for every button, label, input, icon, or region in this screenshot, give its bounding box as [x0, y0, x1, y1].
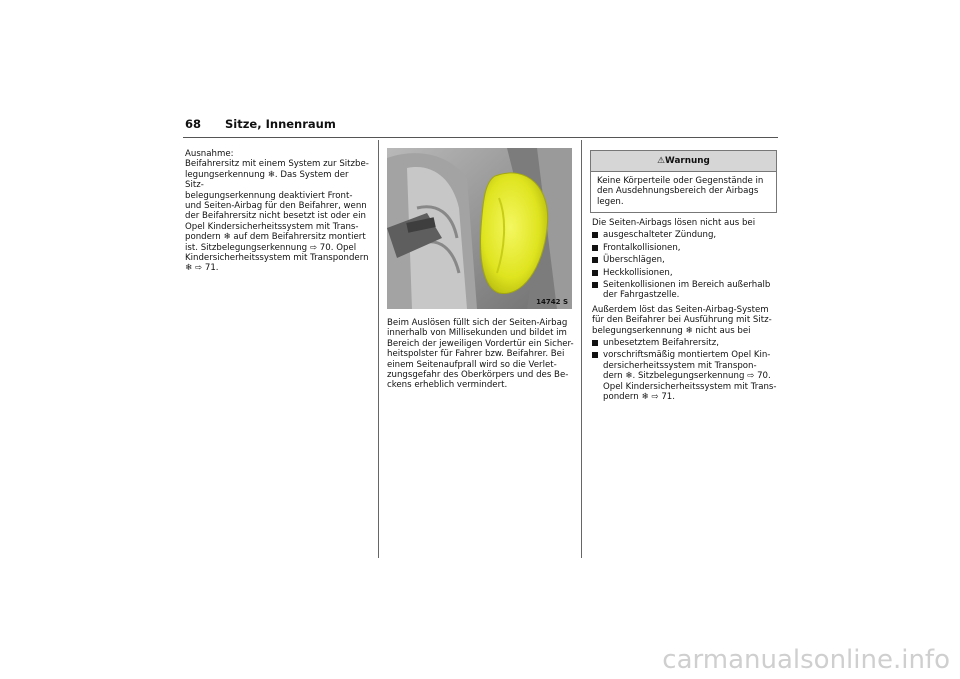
page-header	[185, 117, 336, 131]
list-item	[592, 350, 780, 402]
text-line: für den Beifahrer bei Ausführung mit Sitz-	[592, 315, 772, 326]
text-line: ausgeschalteter Zündung,	[603, 230, 717, 241]
image-reference-label: 14742 S	[536, 298, 568, 306]
text-line: legungserkennung ❄. Das System der Sitz-	[185, 169, 349, 191]
text-line: heitspolster für Fahrer bzw. Beifahrer. Bei	[387, 349, 565, 360]
text-line: Außerdem löst das Seiten-Airbag-System	[592, 304, 769, 315]
text-line: vorschriftsmäßig montiertem Opel Kin-	[603, 350, 771, 361]
text-line: zungsgefahr des Oberkörpers und des Be-	[387, 370, 569, 381]
text-line: legen.	[597, 196, 624, 207]
column-divider-1	[378, 140, 379, 558]
list-item	[592, 268, 780, 278]
watermark: carmanualsonline.info	[662, 645, 950, 675]
text-line: der Fahrgastzelle.	[603, 290, 680, 301]
list-item	[592, 255, 780, 265]
text-line: Ausnahme:	[185, 149, 234, 159]
text-line: Keine Körperteile oder Gegenstände in	[597, 176, 764, 186]
list-item	[592, 280, 780, 301]
text-line: innerhalb von Millisekunden und bildet im	[387, 328, 567, 339]
list-item	[592, 338, 780, 348]
page-number: 68	[185, 117, 202, 131]
text-line: pondern ❄ auf dem Beifahrersitz montiert	[185, 232, 366, 243]
text-line: Opel Kindersicherheitssystem mit Trans-	[603, 381, 777, 392]
text-line: einem Seitenaufprall wird so die Verlet-	[387, 359, 557, 370]
text-line: belegungserkennung deaktiviert Front-	[185, 190, 353, 201]
text-line: belegungserkennung ❄ nicht aus bei	[592, 325, 751, 336]
middle-column	[387, 318, 575, 391]
text-line: Beifahrersitz mit einem System zur Sitzbe-	[185, 159, 369, 170]
warning-box	[590, 150, 777, 213]
text-line: Opel Kindersicherheitssystem mit Trans-	[185, 221, 359, 232]
right-column	[592, 218, 780, 403]
text-line: der Beifahrersitz nicht besetzt ist oder ein	[185, 211, 366, 222]
text-line: pondern ❄ ⇨ 71.	[603, 392, 675, 403]
text-line: ❄ ⇨ 71.	[185, 263, 219, 274]
warning-body	[591, 172, 776, 212]
text-line: Überschlägen,	[603, 255, 665, 266]
side-airbag-photo	[387, 148, 572, 309]
text-line: Beim Auslösen füllt sich der Seiten-Airbag	[387, 318, 568, 328]
text-line: ist. Sitzbelegungserkennung ⇨ 70. Opel	[185, 242, 357, 253]
text-line: und Seiten-Airbag für den Beifahrer, wenn	[185, 201, 367, 212]
left-column	[185, 149, 370, 274]
list-item	[592, 243, 780, 253]
text-line: Bereich der jeweiligen Vordertür ein Sicher-	[387, 338, 574, 349]
text-line: Die Seiten-Airbags lösen nicht aus bei	[592, 218, 756, 228]
bullet-list-2	[592, 338, 780, 402]
warning-title: ⚠Warnung	[591, 151, 776, 172]
text-line: Frontalkollisionen,	[603, 242, 681, 253]
text-line: Kindersicherheitssystem mit Transpondern	[185, 253, 369, 264]
seat-illustration	[387, 148, 572, 309]
bullet-list-1	[592, 230, 780, 300]
text-line: unbesetztem Beifahrersitz,	[603, 338, 719, 349]
text-line: ckens erheblich vermindert.	[387, 380, 508, 391]
text-line: Seitenkollisionen im Bereich außerhalb	[603, 280, 771, 291]
text-line: dern ❄. Sitzbelegungserkennung ⇨ 70.	[603, 371, 771, 382]
text-line: den Ausdehnungsbereich der Airbags	[597, 186, 759, 197]
column-divider-2	[581, 140, 582, 558]
text-line: Heckkollisionen,	[603, 267, 673, 278]
header-rule	[183, 137, 778, 138]
list-item	[592, 230, 780, 240]
page-title: Sitze, Innenraum	[225, 117, 336, 131]
text-line: dersicherheitssystem mit Transpon-	[603, 360, 757, 371]
